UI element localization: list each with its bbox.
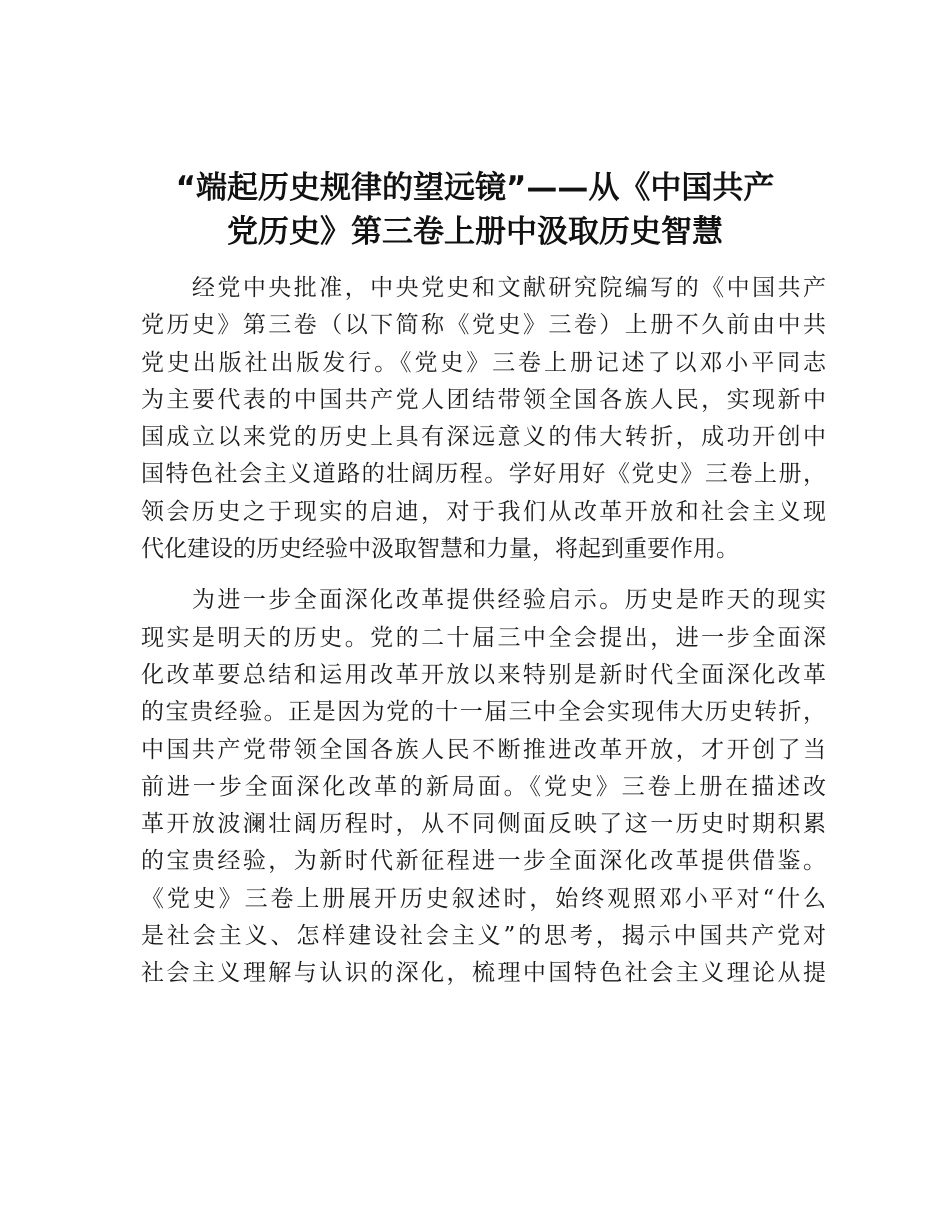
title-line-1: “端起历史规律的望远镜”——从《中国共产 [175,170,775,206]
text-line: 的宝贵经验，为新时代新征程进一步全面深化改革提供借鉴。 [141,848,826,875]
text-line: 是社会主义、怎样建设社会主义”的思考，揭示中国共产党对 [141,923,826,950]
text-line: 经党中央批准，中央党史和文献研究院编写的《中国共产 [141,275,826,301]
text-line: 国特色社会主义道路的壮阔历程。学好用好《党史》三卷上册， [141,461,826,488]
paragraph-1 [141,270,826,568]
text-line: 为进一步全面深化改革提供经验启示。历史是昨天的现实 [141,587,826,614]
title-line-2: 党历史》第三卷上册中汲取历史智慧 [227,214,723,250]
text-line: 前进一步全面深化改革的新局面。《党史》三卷上册在描述改 [141,773,826,800]
text-line: 党史出版社出版发行。《党史》三卷上册记述了以邓小平同志 [141,349,826,376]
text-line: 的宝贵经验。正是因为党的十一届三中全会实现伟大历史转折， [141,699,826,726]
text-line: 化改革要总结和运用改革开放以来特别是新时代全面深化改革 [141,661,826,688]
text-line: 革开放波澜壮阔历程时，从不同侧面反映了这一历史时期积累 [141,811,826,838]
paragraph-2 [141,582,826,992]
text-line: 国成立以来党的历史上具有深远意义的伟大转折，成功开创中 [141,424,826,451]
paragraph-gap [141,568,826,582]
document-body [141,270,826,993]
document-title [100,166,850,254]
text-line: 党历史》第三卷（以下简称《党史》三卷）上册不久前由中共 [141,312,826,339]
text-line: 社会主义理解与认识的深化，梳理中国特色社会主义理论从提 [141,960,826,987]
text-line: 中国共产党带领全国各族人民不断推进改革开放，才开创了当 [141,736,826,763]
text-line: 领会历史之于现实的启迪，对于我们从改革开放和社会主义现 [141,498,826,525]
text-line: 为主要代表的中国共产党人团结带领全国各族人民，实现新中 [141,386,826,413]
text-line: 《党史》三卷上册展开历史叙述时，始终观照邓小平对“什么 [141,885,826,912]
text-line: 代化建设的历史经验中汲取智慧和力量，将起到重要作用。 [141,536,739,563]
text-line: 现实是明天的历史。党的二十届三中全会提出，进一步全面深 [141,624,826,651]
